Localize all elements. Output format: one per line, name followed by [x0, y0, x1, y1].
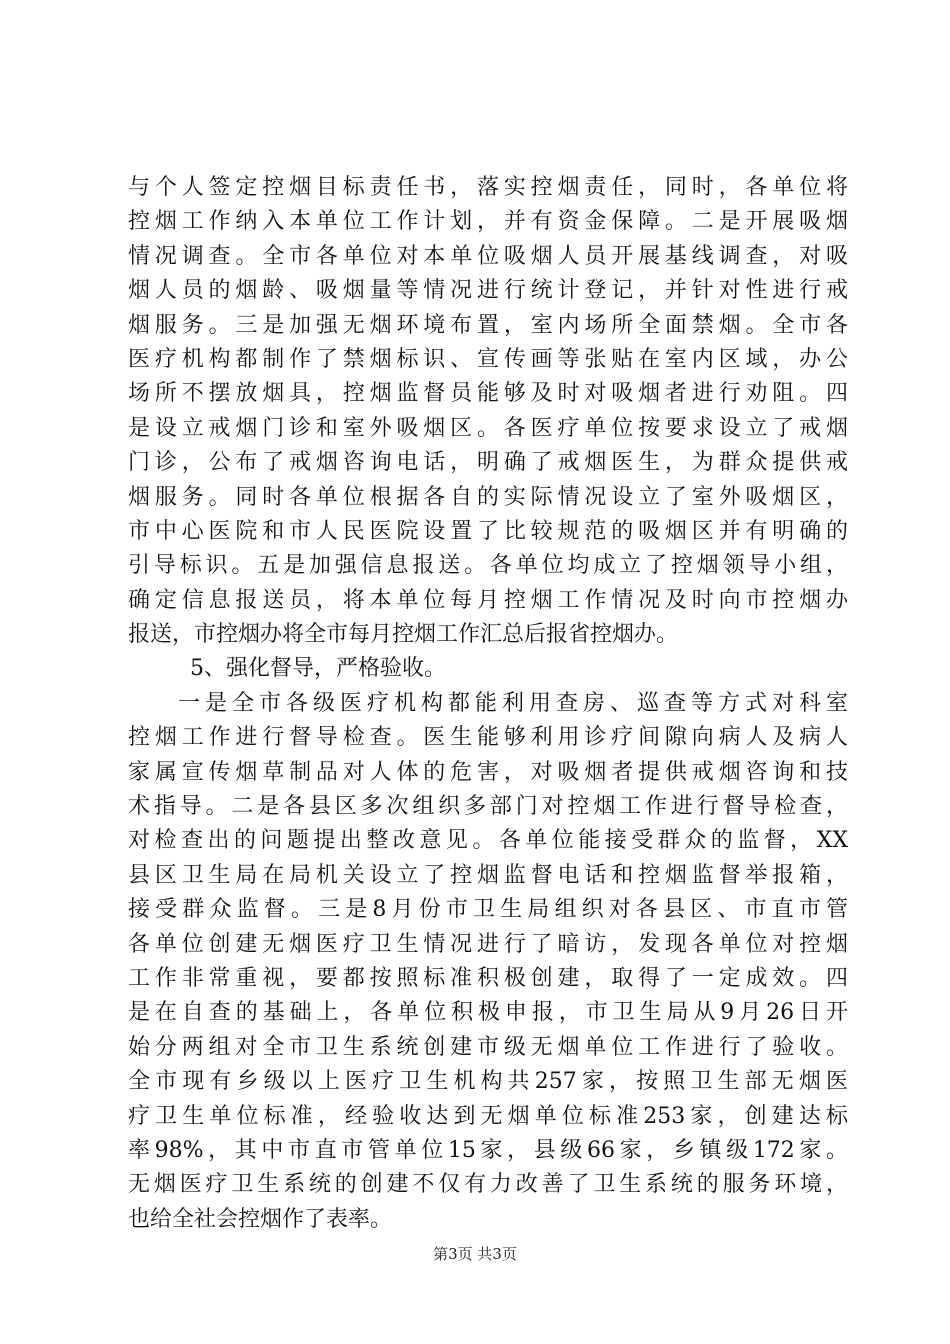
text-line: 烟服务。三是加强无烟环境布置，室内场所全面禁烟。全市各 [128, 312, 848, 338]
text-line: 县区卫生局在局机关设立了控烟监督电话和控烟监督举报箱， [128, 862, 848, 888]
text-line: 接受群众监督。三是8月份市卫生局组织对各县区、市直市管 [128, 897, 848, 923]
text-line: 无烟医疗卫生系统的创建不仅有力改善了卫生系统的服务环境， [128, 1172, 848, 1198]
text-line: 确定信息报送员，将本单位每月控烟工作情况及时向市控烟办 [128, 587, 848, 613]
text-line: 市中心医院和市人民医院设置了比较规范的吸烟区并有明确的 [128, 518, 848, 544]
text-line: 报送，市控烟办将全市每月控烟工作汇总后报省控烟办。 [128, 622, 679, 648]
page-number-label: 第3页 共3页 [433, 1245, 517, 1263]
text-line: 术指导。二是各县区多次组织多部门对控烟工作进行督导检查， [128, 794, 848, 820]
text-line: 疗卫生单位标准，经验收达到无烟单位标准253家，创建达标 [128, 1103, 848, 1129]
text-line: 率98%，其中市直市管单位15家，县级66家，乡镇级172家。 [128, 1137, 848, 1163]
text-line: 一是全市各级医疗机构都能利用查房、巡查等方式对科室 [178, 690, 848, 716]
text-line: 控烟工作进行督导检查。医生能够利用诊疗间隙向病人及病人 [128, 725, 848, 751]
text-line: 烟服务。同时各单位根据各自的实际情况设立了室外吸烟区， [128, 484, 848, 510]
text-line: 始分两组对全市卫生系统创建市级无烟单位工作进行了验收。 [128, 1034, 848, 1060]
text-line: 医疗机构都制作了禁烟标识、宣传画等张贴在室内区域，办公 [128, 346, 848, 372]
text-line: 引导标识。五是加强信息报送。各单位均成立了控烟领导小组， [128, 553, 848, 579]
section-heading: 5、强化督导，严格验收。 [190, 656, 446, 682]
text-line: 也给全社会控烟作了表率。 [128, 1206, 393, 1232]
text-line: 与个人签定控烟目标责任书，落实控烟责任，同时，各单位将 [128, 175, 848, 200]
text-line: 对检查出的问题提出整改意见。各单位能接受群众的监督，XX [128, 828, 848, 854]
text-line: 工作非常重视，要都按照标准积极创建，取得了一定成效。四 [128, 965, 848, 991]
text-line: 家属宣传烟草制品对人体的危害，对吸烟者提供戒烟咨询和技 [128, 759, 848, 785]
text-line: 控烟工作纳入本单位工作计划，并有资金保障。二是开展吸烟 [128, 209, 848, 235]
document-body [128, 171, 848, 1237]
text-line: 全市现有乡级以上医疗卫生机构共257家，按照卫生部无烟医 [128, 1069, 848, 1095]
page-footer [0, 1244, 950, 1264]
text-line: 情况调查。全市各单位对本单位吸烟人员开展基线调查，对吸 [128, 243, 848, 269]
text-line: 场所不摆放烟具，控烟监督员能够及时对吸烟者进行劝阻。四 [128, 381, 848, 407]
text-line: 是设立戒烟门诊和室外吸烟区。各医疗单位按要求设立了戒烟 [128, 415, 848, 441]
text-line: 是在自查的基础上，各单位积极申报，市卫生局从9月26日开 [128, 1000, 848, 1026]
text-line: 门诊，公布了戒烟咨询电话，明确了戒烟医生，为群众提供戒 [128, 450, 848, 476]
text-line: 各单位创建无烟医疗卫生情况进行了暗访，发现各单位对控烟 [128, 931, 848, 957]
text-line: 烟人员的烟龄、吸烟量等情况进行统计登记，并针对性进行戒 [128, 278, 848, 304]
